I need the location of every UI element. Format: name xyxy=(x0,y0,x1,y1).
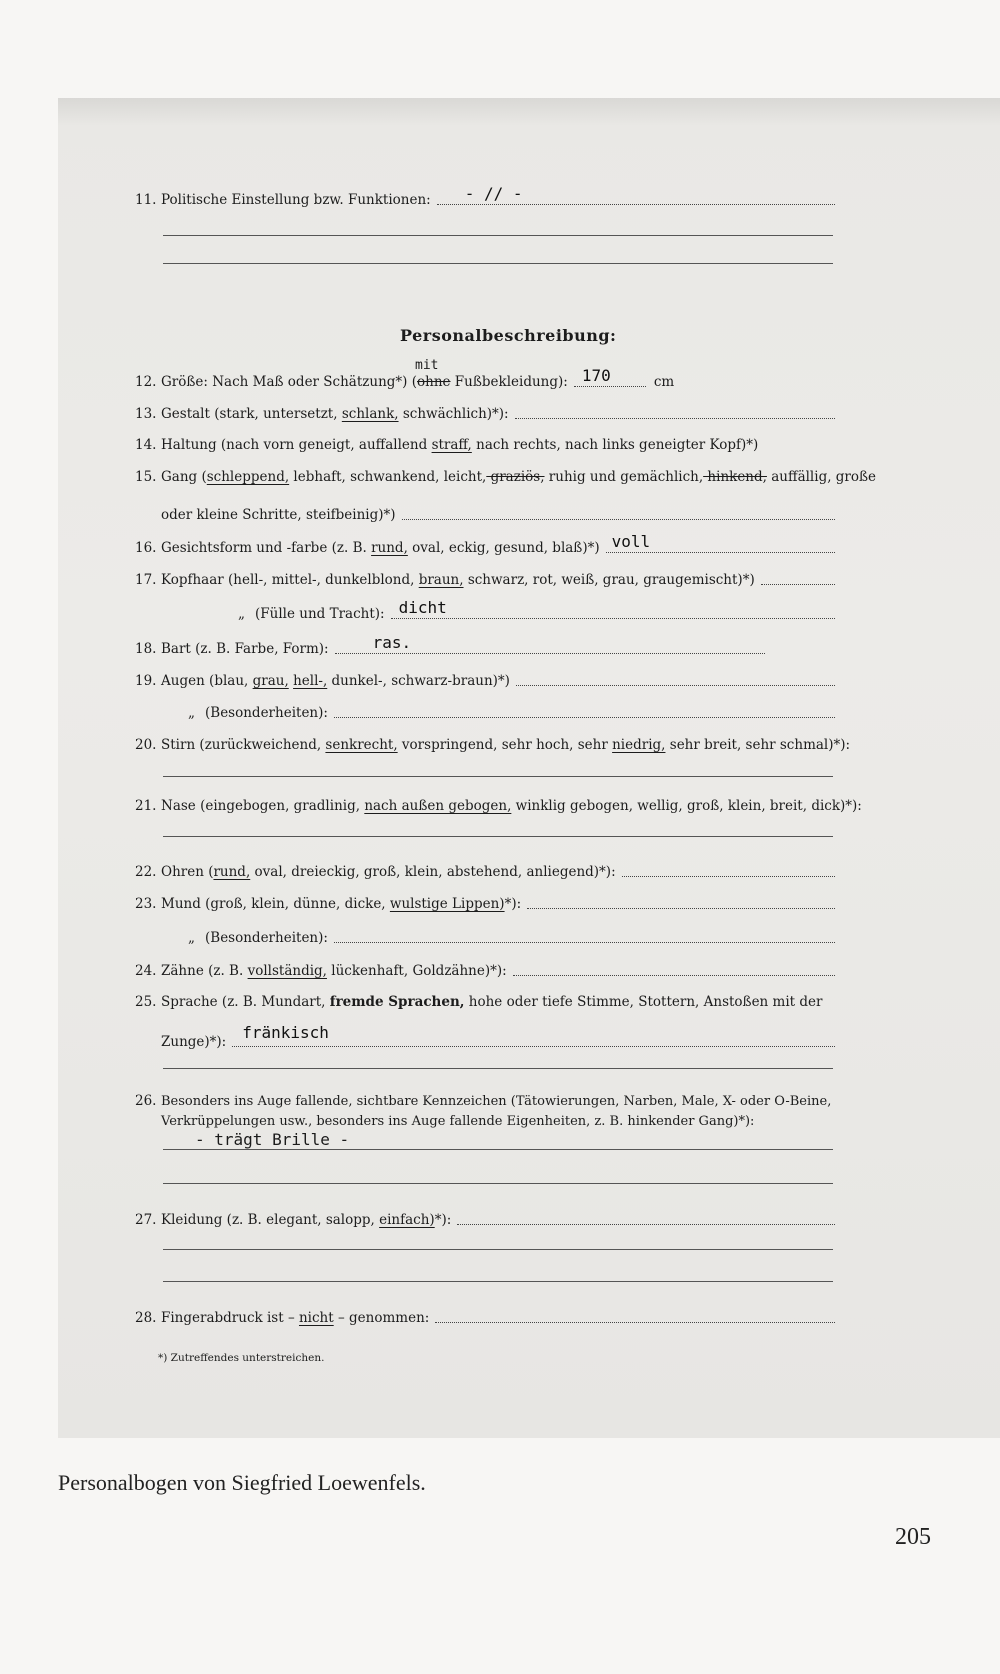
item-22: 22. Ohren (rund, oval, dreieckig, groß, klein, abstehend, anliegend)*): xyxy=(135,864,835,880)
item-21: 21. Nase (eingebogen, gradlinig, nach außen gebogen, winklig gebogen, wellig, groß, klein, breit, dick)*): xyxy=(135,798,862,814)
item-23-sub: „ (Besonderheiten): xyxy=(135,930,835,946)
item-26-cont: Verkrüppelungen usw., besonders ins Auge fallende Eigenheiten, z. B. hinkender Gang)*): xyxy=(161,1114,755,1129)
beard-field: ras. xyxy=(335,652,765,654)
blank-line xyxy=(163,1068,833,1069)
height-field: 170 xyxy=(574,385,646,387)
features-value: - trägt Brille - xyxy=(195,1130,350,1149)
item-14: 14. Haltung (nach vorn geneigt, auffallend straff, nach rechts, nach links geneigter Kopf)*) xyxy=(135,437,759,453)
item-17-sub: „ (Fülle und Tracht): dicht xyxy=(135,606,835,622)
item-24: 24. Zähne (z. B. vollständig, lückenhaft, Goldzähne)*): xyxy=(135,963,835,979)
language-field: fränkisch xyxy=(232,1045,835,1047)
handwritten-annotation: mit xyxy=(415,358,439,373)
blank-line xyxy=(163,1183,833,1184)
item-28: 28. Fingerabdruck ist – nicht – genommen: xyxy=(135,1310,835,1326)
item-23: 23. Mund (groß, klein, dünne, dicke, wulstige Lippen)*): xyxy=(135,896,835,912)
item-19-sub: „ (Besonderheiten): xyxy=(135,705,835,721)
blank-line xyxy=(163,235,833,236)
blank-line xyxy=(163,263,833,264)
blank-line xyxy=(163,776,833,777)
item-16: 16. Gesichtsform und -farbe (z. B. rund, oval, eckig, gesund, blaß)*) voll xyxy=(135,540,835,556)
item-11-field: - // - xyxy=(437,203,835,205)
item-15: 15. Gang (schleppend, lebhaft, schwankend, leicht, graziös, ruhig und gemächlich, hinkend, auffällig, große xyxy=(135,469,877,485)
item-11: 11. Politische Einstellung bzw. Funktionen: - // - xyxy=(135,192,835,208)
footnote: *) Zutreffendes unterstreichen. xyxy=(158,1352,325,1364)
face-field: voll xyxy=(606,551,835,553)
item-17: 17. Kopfhaar (hell-, mittel-, dunkelblond, braun, schwarz, rot, weiß, grau, graugemischt)*) xyxy=(135,572,835,588)
figure-caption: Personalbogen von Siegfried Loewenfels. xyxy=(58,1470,426,1495)
blank-line xyxy=(163,1281,833,1282)
hair-field: dicht xyxy=(391,617,835,619)
item-13: 13. Gestalt (stark, untersetzt, schlank, schwächlich)*): xyxy=(135,406,835,422)
blank-line xyxy=(163,836,833,837)
blank-line xyxy=(163,1249,833,1250)
item-25: 25. Sprache (z. B. Mundart, fremde Sprachen, hohe oder tiefe Stimme, Stottern, Anstoßen mit der xyxy=(135,994,823,1010)
item-19: 19. Augen (blau, grau, hell-, dunkel-, schwarz-braun)*) xyxy=(135,673,835,689)
item-15-cont: oder kleine Schritte, steifbeinig)*) xyxy=(161,507,835,523)
item-20: 20. Stirn (zurückweichend, senkrecht, vorspringend, sehr hoch, sehr niedrig, sehr breit, sehr schmal)*): xyxy=(135,737,851,753)
item-25-cont: Zunge)*): fränkisch xyxy=(161,1034,835,1050)
item-26: 26. Besonders ins Auge fallende, sichtbare Kennzeichen (Tätowierungen, Narben, Male, X- oder O-Beine, xyxy=(135,1093,832,1109)
item-27: 27. Kleidung (z. B. elegant, salopp, einfach)*): xyxy=(135,1212,835,1228)
blank-line xyxy=(163,1149,833,1150)
page-number: 205 xyxy=(895,1524,931,1550)
item-18: 18. Bart (z. B. Farbe, Form): ras. xyxy=(135,641,765,657)
item-12: 12. Größe: Nach Maß oder Schätzung*) (ohne Fußbekleidung): 170 cm xyxy=(135,366,675,390)
section-heading: Personalbeschreibung: xyxy=(400,326,617,345)
